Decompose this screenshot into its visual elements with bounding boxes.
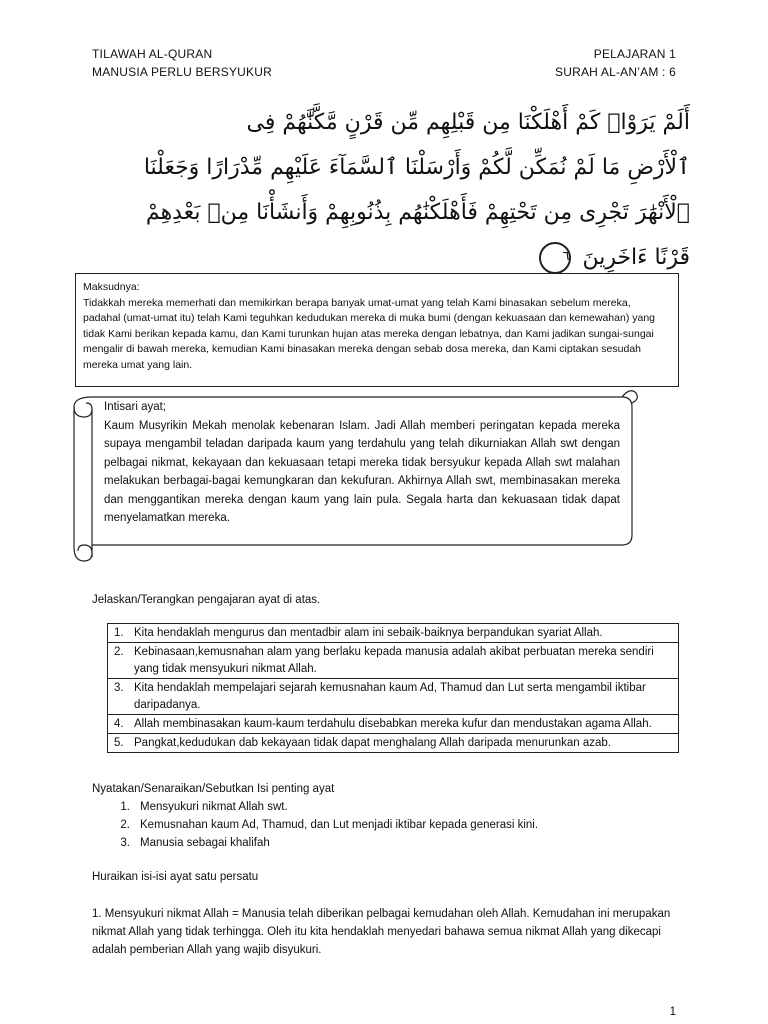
verse-line-2: ٱلْأَرْضِ مَا لَمْ نُمَكِّن لَّكُمْ وَأَرْسَلْنَا ٱلسَّمَآءَ عَلَيْهِم مِّدْرَارًا وَجَعَلْنَا	[143, 155, 690, 180]
list-item	[92, 834, 538, 852]
item-number: 3.	[120, 837, 130, 849]
row-text: Allah membinasakan kaum-kaum terdahulu disebabkan mereka kufur dan mendustakan agama Allah.	[130, 715, 679, 734]
intisari-text: Kaum Musyrikin Mekah menolak kebenaran Islam. Jadi Allah memberi peringatan kepada mereka supaya mengambil teladan daripada kaum yang terdahulu yang telah dikurniakan Allah swt dengan pelbagai nikmat, kekayaan dan kekuasaan tetapi mereka tidak bersyukur kepada Allah swt malahan melakukan berbagai-bagai kemungkaran dan kekufuran. Akhirnya Allah swt, membinasakan mereka dan menggantikan mereka dengan kaum yang lain pula. Segala harta dan kekuasaan tidak dapat menyelamatkan mereka.	[104, 419, 620, 524]
row-text: Pangkat,kedudukan dab kekayaan tidak dapat menghalang Allah daripada menurunkan azab.	[130, 734, 679, 753]
translation-text: Tidakkah mereka memerhati dan memikirkan berapa banyak umat-umat yang telah Kami binasakan sebelum mereka, padahal (umat-umat itu) telah Kami teguhkan kedudukan mereka di muka bumi (dengan kekuasaan dan kemewahan) yang tidak Kami berikan kepada kamu, dan Kami turunkan hujan atas mereka dengan lebatnya, dan Kami jadikan sungai-sungai mengalir di bawah mereka, kemudian Kami binasakan mereka dengan sebab dosa mereka, dan Kami ciptakan sesudah mereka umat yang lain.	[83, 296, 656, 371]
table-row	[108, 715, 679, 734]
header-left	[92, 45, 272, 81]
item-number: 2.	[120, 819, 130, 831]
isi-penting-list	[92, 798, 538, 852]
item-text: Mensyukuri nikmat Allah swt.	[140, 801, 288, 813]
page-number: 1	[669, 1006, 676, 1018]
list-item	[92, 816, 538, 834]
intisari-scroll-box	[66, 387, 640, 565]
ayah-number-marker: ٦	[539, 242, 571, 274]
row-text: Kita hendaklah mengurus dan mentadbir alam ini sebaik-baiknya berpandukan syariat Allah.	[130, 624, 679, 643]
surah-reference: SURAH AL-AN’AM : 6	[555, 65, 676, 79]
list-item	[92, 798, 538, 816]
row-number: 1.	[108, 624, 131, 643]
huraian-paragraph: 1. Mensyukuri nikmat Allah = Manusia telah diberikan pelbagai kemudahan oleh Allah. Kemudahan ini merupakan nikmat Allah yang tidak terhingga. Oleh itu kita hendaklah menyedari bahawa semua nikmat Allah yang dikecapi adalah pemberian Allah yang wajib disyukuri.	[92, 908, 671, 956]
header-right	[555, 45, 676, 81]
table-row	[108, 643, 679, 679]
topic-title: MANUSIA PERLU BERSYUKUR	[92, 65, 272, 79]
item-text: Kemusnahan kaum Ad, Thamud, dan Lut menjadi iktibar kepada generasi kini.	[140, 819, 539, 831]
verse-line-1: أَلَمْ يَرَوْا۟ كَمْ أَهْلَكْنَا مِن قَبْلِهِم مِّن قَرْنٍ مَّكَّنَّٰهُمْ فِى	[246, 110, 690, 135]
table-row	[108, 624, 679, 643]
table-row	[108, 679, 679, 715]
quran-verse	[90, 100, 690, 280]
item-number: 1.	[120, 801, 130, 813]
translation-box	[75, 273, 679, 387]
lesson-number: PELAJARAN 1	[593, 47, 676, 61]
verse-line-3: ٱلْأَنْهَٰرَ تَجْرِى مِن تَحْتِهِمْ فَأَهْلَكْنَٰهُم بِذُنُوبِهِمْ وَأَنشَأْنَا مِنۢ بَعْدِهِمْ	[145, 200, 690, 225]
question-pengajaran: Jelaskan/Terangkan pengajaran ayat di atas.	[92, 594, 321, 606]
question-huraian: Huraikan isi-isi ayat satu persatu	[92, 871, 259, 883]
row-text: Kita hendaklah mempelajari sejarah kemusnahan kaum Ad, Thamud dan Lut serta mengambil iktibar daripadanya.	[130, 679, 679, 715]
verse-line-4-text: قَرْنًا ءَاخَرِينَ	[582, 245, 690, 270]
row-number: 3.	[108, 679, 131, 715]
intisari-content	[104, 398, 620, 528]
translation-title: Maksudnya:	[83, 281, 140, 293]
question-isi-penting: Nyatakan/Senaraikan/Sebutkan Isi penting ayat	[92, 783, 335, 795]
row-text: Kebinasaan,kemusnahan alam yang berlaku kepada manusia adalah akibat perbuatan mereka sendiri yang tidak mensyukuri nikmat Allah.	[130, 643, 679, 679]
item-text: Manusia sebagai khalifah	[140, 837, 270, 849]
row-number: 2.	[108, 643, 131, 679]
row-number: 4.	[108, 715, 131, 734]
subject-title: TILAWAH AL-QURAN	[92, 47, 213, 61]
row-number: 5.	[108, 734, 131, 753]
intisari-heading: Intisari ayat;	[104, 401, 166, 413]
table-row	[108, 734, 679, 753]
pengajaran-table	[107, 623, 679, 753]
